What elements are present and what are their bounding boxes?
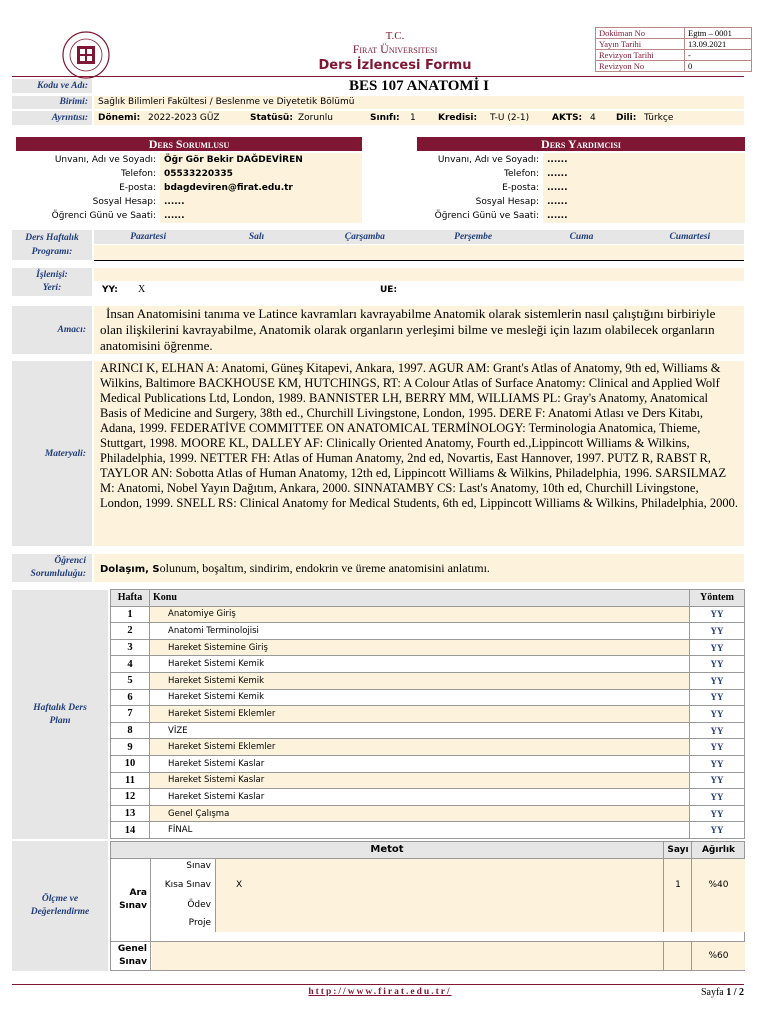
class-label: Sınıfı: [370, 113, 400, 123]
assistant-row-label: Telefon: [417, 167, 543, 181]
assistant-row-value: ...... [543, 195, 745, 209]
yy-value: X [138, 284, 146, 295]
plan-method: YY [690, 623, 745, 640]
midterm-rows [151, 859, 744, 942]
lang-value: Türkçe [644, 113, 674, 123]
responsible-row-label: Sosyal Hesap: [16, 195, 160, 209]
plan-week: 1 [111, 606, 150, 623]
responsible-row-label: Öğrenci Günü ve Saati: [16, 209, 160, 223]
document-meta-table [595, 27, 752, 72]
plan-method: YY [690, 822, 745, 839]
meta-value: 13.09.2021 [685, 39, 752, 50]
plan-topic: Hareket Sistemine Giriş [150, 639, 690, 656]
assistant-row-value: ...... [543, 167, 745, 181]
responsible-row-value: bdagdeviren@firat.edu.tr [160, 181, 362, 195]
yy-label: YY: [102, 285, 118, 295]
plan-topic: Hareket Sistemi Kaslar [150, 789, 690, 806]
assessment-method-name: Sınav [186, 861, 211, 871]
weekday-header: Salı [248, 232, 265, 242]
plan-topic: Hareket Sistemi Eklemler [150, 739, 690, 756]
meta-row [596, 39, 752, 50]
responsible-row [16, 209, 362, 223]
weekly-plan-table [110, 589, 745, 839]
responsible-row-value: ...... [160, 209, 362, 223]
page-number: Sayfa 1 / 2 [700, 987, 744, 998]
plan-row [111, 805, 745, 822]
assessment-subrow [151, 896, 744, 914]
assistant-row [417, 153, 745, 167]
weekly-days-header [94, 230, 744, 244]
plan-method: YY [690, 789, 745, 806]
plan-week: 14 [111, 822, 150, 839]
akts-label: AKTS: [552, 113, 583, 123]
assessment-weight: %40 [691, 874, 745, 896]
plan-row [111, 656, 745, 673]
plan-row [111, 672, 745, 689]
plan-week: 11 [111, 772, 150, 789]
aim-label: Amacı: [12, 306, 92, 354]
plan-topic: Hareket Sistemi Kemik [150, 689, 690, 706]
assistant-row [417, 167, 745, 181]
plan-method: YY [690, 739, 745, 756]
assistant-row [417, 209, 745, 223]
assessment-method-name: Kısa Sınav [164, 880, 211, 890]
plan-week: 10 [111, 755, 150, 772]
plan-week: 3 [111, 639, 150, 656]
assistant-row-value: ...... [543, 153, 745, 167]
details-row [94, 111, 744, 125]
plan-method: YY [690, 805, 745, 822]
plan-row [111, 639, 745, 656]
lang-label: Dili: [616, 113, 637, 123]
assessment-subrow [151, 914, 744, 932]
responsible-row [16, 153, 362, 167]
plan-method: YY [690, 772, 745, 789]
plan-week: 6 [111, 689, 150, 706]
assessment-mark: X [215, 874, 663, 896]
meta-key: Revizyon No [596, 61, 685, 72]
header-tc: T.C. [385, 30, 405, 42]
assessment-mark [215, 914, 663, 932]
meta-row [596, 61, 752, 72]
plan-topic: Anatomi Terminolojisi [150, 623, 690, 640]
venue-row [94, 282, 744, 298]
assessment-method-name: Proje [188, 918, 211, 928]
meta-key: Doküman No [596, 28, 685, 39]
responsibility-label: Öğrenci Sorumluluğu: [12, 554, 92, 582]
plan-method: YY [690, 606, 745, 623]
meta-row [596, 28, 752, 39]
plan-week: 13 [111, 805, 150, 822]
assessment-count [663, 896, 692, 914]
status-label: Statüsü: [250, 113, 293, 123]
plan-topic: Hareket Sistemi Kemik [150, 672, 690, 689]
assessment-table [110, 841, 745, 971]
plan-topic: FİNAL [150, 822, 690, 839]
credit-label: Kredisi: [438, 113, 478, 123]
responsible-row [16, 181, 362, 195]
plan-row [111, 606, 745, 623]
course-title: BES 107 ANATOMİ I [94, 78, 744, 94]
method-col-header: Metot [370, 844, 404, 855]
responsible-block [16, 153, 362, 223]
plan-topic: Hareket Sistemi Kaslar [150, 772, 690, 789]
plan-week: 9 [111, 739, 150, 756]
aim-text: İnsan Anatomisini tanıma ve Latince kavramları kavrayabilme Anatomik olarak sistemlerin nasıl çalıştığını birbiriyle olan ilişkilerini kavrayabilme, Anatomik olarak organların yerleşimi bilme ve mesleği için lazım olabilecek organların anatomisini öğrenme. [94, 306, 744, 354]
status-value: Zorunlu [298, 113, 333, 123]
meta-key: Revizyon Tarihi [596, 50, 685, 61]
weekday-header: Çarşamba [344, 232, 385, 242]
plan-week: 5 [111, 672, 150, 689]
count-col-header: Sayı [663, 842, 692, 858]
plan-topic: Genel Çalışma [150, 805, 690, 822]
materials-text: ARINCI K, ELHAN A: Anatomi, Güneş Kitapevi, Ankara, 1997. AGUR AM: Grant's Atlas of Anatomy, 9th ed, Williams & Wilkins, Baltimore BACKHOUSE KM, HUTCHINGS, RT: A Colour Atlas of Surface Anatomy: Clinical and Applied Wolf Medical Publications Ltd, London, 1989. BANNISTER LH, BERRY MM, WILLIAMS PL: Gray's Anatomy, Anatomical Basis of Medicine and Surgery, 38th ed., Churchill Livingstone, London, 1995. DERE F: Anatomi Atlası ve Ders Kitabı, Adana, 1999. FEDERATİVE COMMITTEE ON ANATOMICAL TERMİNOLOGY: Terminologia Anatomica, Thieme, Stuttgart, 1998. MOORE KL, DALLEY AF: Clinically Oriented Anatomy, Fourth ed.,Lippincott Williams & Wilkins, Philadelphia, 1999. NETTER FH: Atlas of Human Anatomy, 2nd ed, Novartis, East Hannover, 1997. PUTZ R, RABST R, TAYLOR AN: Sobotta Atlas of Human Anatomy, 12th ed, Lippincott Williams & Wilkins, Philadelphia, 1996. SARSILMAZ M: Anatomi, Nobel Yayın Dağıtım, Ankara, 2000. SINNATAMBY CS: Last's Anatomy, 10th ed, Churchill Livingstone, London, 1999. SNELL RS: Clinical Anatomy for Medical Students, 6th ed, Lippincott Williams & Wilkins, Philadelphia, 2000. [94, 361, 744, 546]
assistant-row [417, 181, 745, 195]
assessment-count [663, 859, 692, 874]
weight-col-header: Ağırlık [691, 842, 745, 858]
meta-row [596, 50, 752, 61]
credit-value: T-U (2-1) [490, 113, 530, 123]
plan-method: YY [690, 656, 745, 673]
assessment-count [663, 914, 692, 932]
plan-topic: Hareket Sistemi Eklemler [150, 706, 690, 723]
meta-value: - [685, 50, 752, 61]
responsible-row-label: Telefon: [16, 167, 160, 181]
responsible-row [16, 195, 362, 209]
assessment-count: 1 [663, 874, 692, 896]
assessment-weight [691, 914, 745, 932]
assessment-weight [691, 896, 745, 914]
weekly-program-label: Ders Haftalık Programı: [12, 230, 92, 260]
final-exam-weight: %60 [691, 942, 745, 970]
plan-week: 2 [111, 623, 150, 640]
plan-method: YY [690, 639, 745, 656]
assistant-row-label: Sosyal Hesap: [417, 195, 543, 209]
final-exam-label: Genel Sınav [111, 942, 151, 970]
plan-method: YY [690, 722, 745, 739]
plan-row [111, 822, 745, 839]
term-value: 2022-2023 GÜZ [148, 113, 220, 123]
akts-value: 4 [590, 113, 596, 123]
plan-method: YY [690, 672, 745, 689]
assessment-method-name: Ödev [187, 900, 211, 910]
plan-row [111, 706, 745, 723]
plan-method: YY [690, 755, 745, 772]
plan-topic: Hareket Sistemi Kemik [150, 656, 690, 673]
assistant-row [417, 195, 745, 209]
responsible-row-label: E-posta: [16, 181, 160, 195]
plan-row [111, 689, 745, 706]
details-label: Ayrıntısı: [12, 111, 92, 125]
assistant-row-label: Öğrenci Günü ve Saati: [417, 209, 543, 223]
plan-week: 12 [111, 789, 150, 806]
term-label: Dönemi: [98, 113, 141, 123]
responsible-row-label: Unvanı, Adı ve Soyadı: [16, 153, 160, 167]
header-university: Fırat Üniversitesi [352, 42, 438, 56]
assessment-subrow [151, 874, 744, 896]
weekday-header: Cumartesi [669, 232, 711, 242]
assistant-row-label: Unvanı, Adı ve Soyadı: [417, 153, 543, 167]
responsible-row-value: ...... [160, 195, 362, 209]
responsibility-text: Dolaşım, Solunum, boşaltım, sindirim, endokrin ve üreme anatomisini anlatımı. [94, 554, 744, 582]
plan-method: YY [690, 689, 745, 706]
header-form-title: Ders İzlencesi Formu [318, 58, 472, 73]
plan-method: YY [690, 706, 745, 723]
plan-week: 7 [111, 706, 150, 723]
responsible-row [16, 167, 362, 181]
meta-value: 0 [685, 61, 752, 72]
assessment-mark [215, 896, 663, 914]
materials-label: Materyali: [12, 361, 92, 546]
plan-row [111, 722, 745, 739]
venue-label: İşlenişi: Yeri: [12, 268, 92, 296]
meta-value: Egtm – 0001 [685, 28, 752, 39]
plan-week: 4 [111, 656, 150, 673]
assessment-weight [691, 859, 745, 874]
plan-topic: Anatomiye Giriş [150, 606, 690, 623]
assistant-row-label: E-posta: [417, 181, 543, 195]
midterm-label: Ara Sınav [111, 859, 151, 942]
plan-row [111, 739, 745, 756]
plan-week: 8 [111, 722, 150, 739]
responsible-title: Ders Sorumlusu [16, 137, 362, 151]
plan-topic: Hareket Sistemi Kaslar [150, 755, 690, 772]
university-seal [46, 30, 126, 80]
responsible-row-value: Öğr Gör Bekir DAĞDEVİREN [160, 153, 362, 167]
weekly-program-cells [94, 245, 744, 261]
weekday-header: Cuma [569, 232, 594, 242]
code-label: Kodu ve Adı: [12, 79, 92, 93]
unit-label: Birimi: [12, 96, 92, 109]
assistant-title: Ders Yardımcısı [417, 137, 745, 151]
weekday-header: Pazartesi [130, 232, 167, 242]
weekly-plan-label: Haftalık Ders Planı [12, 590, 108, 839]
footer-url[interactable]: http://www.firat.edu.tr/ [308, 987, 452, 997]
meta-key: Yayın Tarihi [596, 39, 685, 50]
responsible-row-value: 05533220335 [160, 167, 362, 181]
unit-value: Sağlık Bilimleri Fakültesi / Beslenme ve Diyetetik Bölümü [94, 96, 744, 109]
plan-row [111, 623, 745, 640]
method-header: Yöntem [690, 590, 745, 607]
ue-label: UE: [380, 285, 398, 295]
plan-row [111, 755, 745, 772]
assistant-row-value: ...... [543, 209, 745, 223]
assistant-row-value: ...... [543, 181, 745, 195]
assessment-mark [215, 859, 663, 874]
topic-header: Konu [150, 590, 690, 607]
assistant-block [417, 153, 745, 223]
plan-row [111, 789, 745, 806]
plan-row [111, 772, 745, 789]
week-header: Hafta [111, 590, 150, 607]
plan-topic: VİZE [150, 722, 690, 739]
assessment-label: Ölçme ve Değerlendirme [12, 841, 108, 971]
assessment-subrow [151, 859, 744, 874]
class-value: 1 [410, 113, 416, 123]
weekday-header: Perşembe [454, 232, 493, 242]
venue-top-band [94, 268, 744, 281]
